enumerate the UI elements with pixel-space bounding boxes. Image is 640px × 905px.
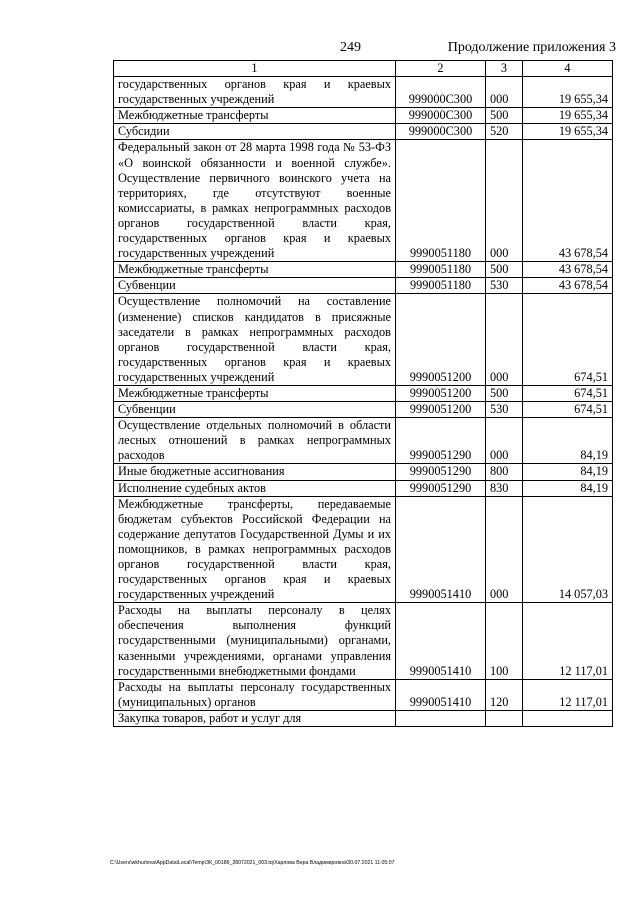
table-row	[114, 262, 613, 278]
budget-table	[113, 60, 613, 727]
table-row	[114, 418, 613, 464]
row-description: Субвенции	[114, 402, 396, 418]
row-target-code: 9990051290	[396, 480, 486, 496]
table-header-row	[114, 61, 613, 77]
row-target-code: 9990051200	[396, 402, 486, 418]
row-expense-type: 000	[486, 77, 523, 108]
column-header: 2	[396, 61, 486, 77]
row-target-code: 9990051410	[396, 603, 486, 679]
row-expense-type: 500	[486, 108, 523, 124]
row-description: Расходы на выплаты персоналу государственных (муниципальных) органов	[114, 679, 396, 710]
row-target-code: 9990051200	[396, 294, 486, 386]
row-amount: 84,19	[523, 464, 613, 480]
table-row	[114, 496, 613, 603]
table-row	[114, 464, 613, 480]
row-description: Закупка товаров, работ и услуг для	[114, 710, 396, 726]
row-amount	[523, 710, 613, 726]
row-target-code: 9990051180	[396, 278, 486, 294]
row-amount: 43 678,54	[523, 278, 613, 294]
row-target-code: 9990051410	[396, 679, 486, 710]
row-description: Иные бюджетные ассигнования	[114, 464, 396, 480]
column-header: 3	[486, 61, 523, 77]
row-target-code	[396, 710, 486, 726]
row-target-code: 9990051180	[396, 262, 486, 278]
table-row	[114, 124, 613, 140]
row-description: Межбюджетные трансферты	[114, 262, 396, 278]
page-number: 249	[340, 40, 361, 55]
row-description: Субсидии	[114, 124, 396, 140]
row-expense-type: 530	[486, 402, 523, 418]
row-description: Федеральный закон от 28 марта 1998 года № 53-ФЗ «О воинской обязанности и военной службе». Осуществление первичного воинского учета на территориях, где отсутствуют военные комиссариаты, в рамках непрограммных расходов органов государственной власти края, государственных органов края и краевых государственных учреждений	[114, 140, 396, 262]
row-expense-type: 100	[486, 603, 523, 679]
row-description: Субвенции	[114, 278, 396, 294]
row-target-code: 9990051290	[396, 464, 486, 480]
row-expense-type: 000	[486, 418, 523, 464]
row-amount: 19 655,34	[523, 124, 613, 140]
table-row	[114, 77, 613, 108]
row-target-code: 999000С300	[396, 124, 486, 140]
row-description: Осуществление отдельных полномочий в области лесных отношений в рамках непрограммных расходов	[114, 418, 396, 464]
table-row	[114, 402, 613, 418]
row-target-code: 9990051200	[396, 385, 486, 401]
row-expense-type	[486, 710, 523, 726]
table-row	[114, 140, 613, 262]
row-description: Межбюджетные трансферты, передаваемые бюджетам субъектов Российской Федерации на содержание депутатов Государственной Думы и их помощников, в рамках непрограммных расходов органов государственной власти края, государственных органов края и краевых государственных учреждений	[114, 496, 396, 603]
row-target-code: 9990051180	[396, 140, 486, 262]
row-target-code: 9990051290	[396, 418, 486, 464]
column-header: 1	[114, 61, 396, 77]
table-row	[114, 710, 613, 726]
row-expense-type: 000	[486, 140, 523, 262]
table-row	[114, 385, 613, 401]
row-amount: 12 117,01	[523, 679, 613, 710]
row-expense-type: 000	[486, 496, 523, 603]
row-expense-type: 520	[486, 124, 523, 140]
continuation-label: Продолжение приложения 3	[447, 40, 616, 55]
table-row	[114, 108, 613, 124]
row-amount: 674,51	[523, 402, 613, 418]
row-description: Межбюджетные трансферты	[114, 385, 396, 401]
column-header: 4	[523, 61, 613, 77]
row-amount: 19 655,34	[523, 77, 613, 108]
row-amount: 84,19	[523, 418, 613, 464]
row-expense-type: 800	[486, 464, 523, 480]
row-amount: 14 057,03	[523, 496, 613, 603]
row-expense-type: 500	[486, 262, 523, 278]
row-description: Межбюджетные трансферты	[114, 108, 396, 124]
row-target-code: 999000С300	[396, 77, 486, 108]
row-amount: 43 678,54	[523, 262, 613, 278]
table-row	[114, 480, 613, 496]
row-expense-type: 530	[486, 278, 523, 294]
row-amount: 674,51	[523, 294, 613, 386]
row-description: Расходы на выплаты персоналу в целях обеспечения выполнения функций государственными (муниципальными) органами, казенными учреждениями, органами управления государственными внебюджетными фондами	[114, 603, 396, 679]
table-row	[114, 679, 613, 710]
file-path-footer: C:\Users\wkhurlova\AppData\Local\Temp\ЗК_00186_28072021_003.tq\Харлова Вера Владимировна\30.07.2021 11:05:07	[110, 860, 395, 866]
row-amount: 19 655,34	[523, 108, 613, 124]
table-row	[114, 603, 613, 679]
row-description: Осуществление полномочий на составление (изменение) списков кандидатов в присяжные заседатели в рамках непрограммных расходов органов государственной власти края, государственных органов края и краевых государственных учреждений	[114, 294, 396, 386]
row-expense-type: 830	[486, 480, 523, 496]
table-row	[114, 278, 613, 294]
row-target-code: 999000С300	[396, 108, 486, 124]
row-amount: 12 117,01	[523, 603, 613, 679]
row-target-code: 9990051410	[396, 496, 486, 603]
row-amount: 43 678,54	[523, 140, 613, 262]
row-description: Исполнение судебных актов	[114, 480, 396, 496]
row-amount: 674,51	[523, 385, 613, 401]
row-description: государственных органов края и краевых государственных учреждений	[114, 77, 396, 108]
row-expense-type: 120	[486, 679, 523, 710]
row-amount: 84,19	[523, 480, 613, 496]
row-expense-type: 000	[486, 294, 523, 386]
row-expense-type: 500	[486, 385, 523, 401]
table-row	[114, 294, 613, 386]
